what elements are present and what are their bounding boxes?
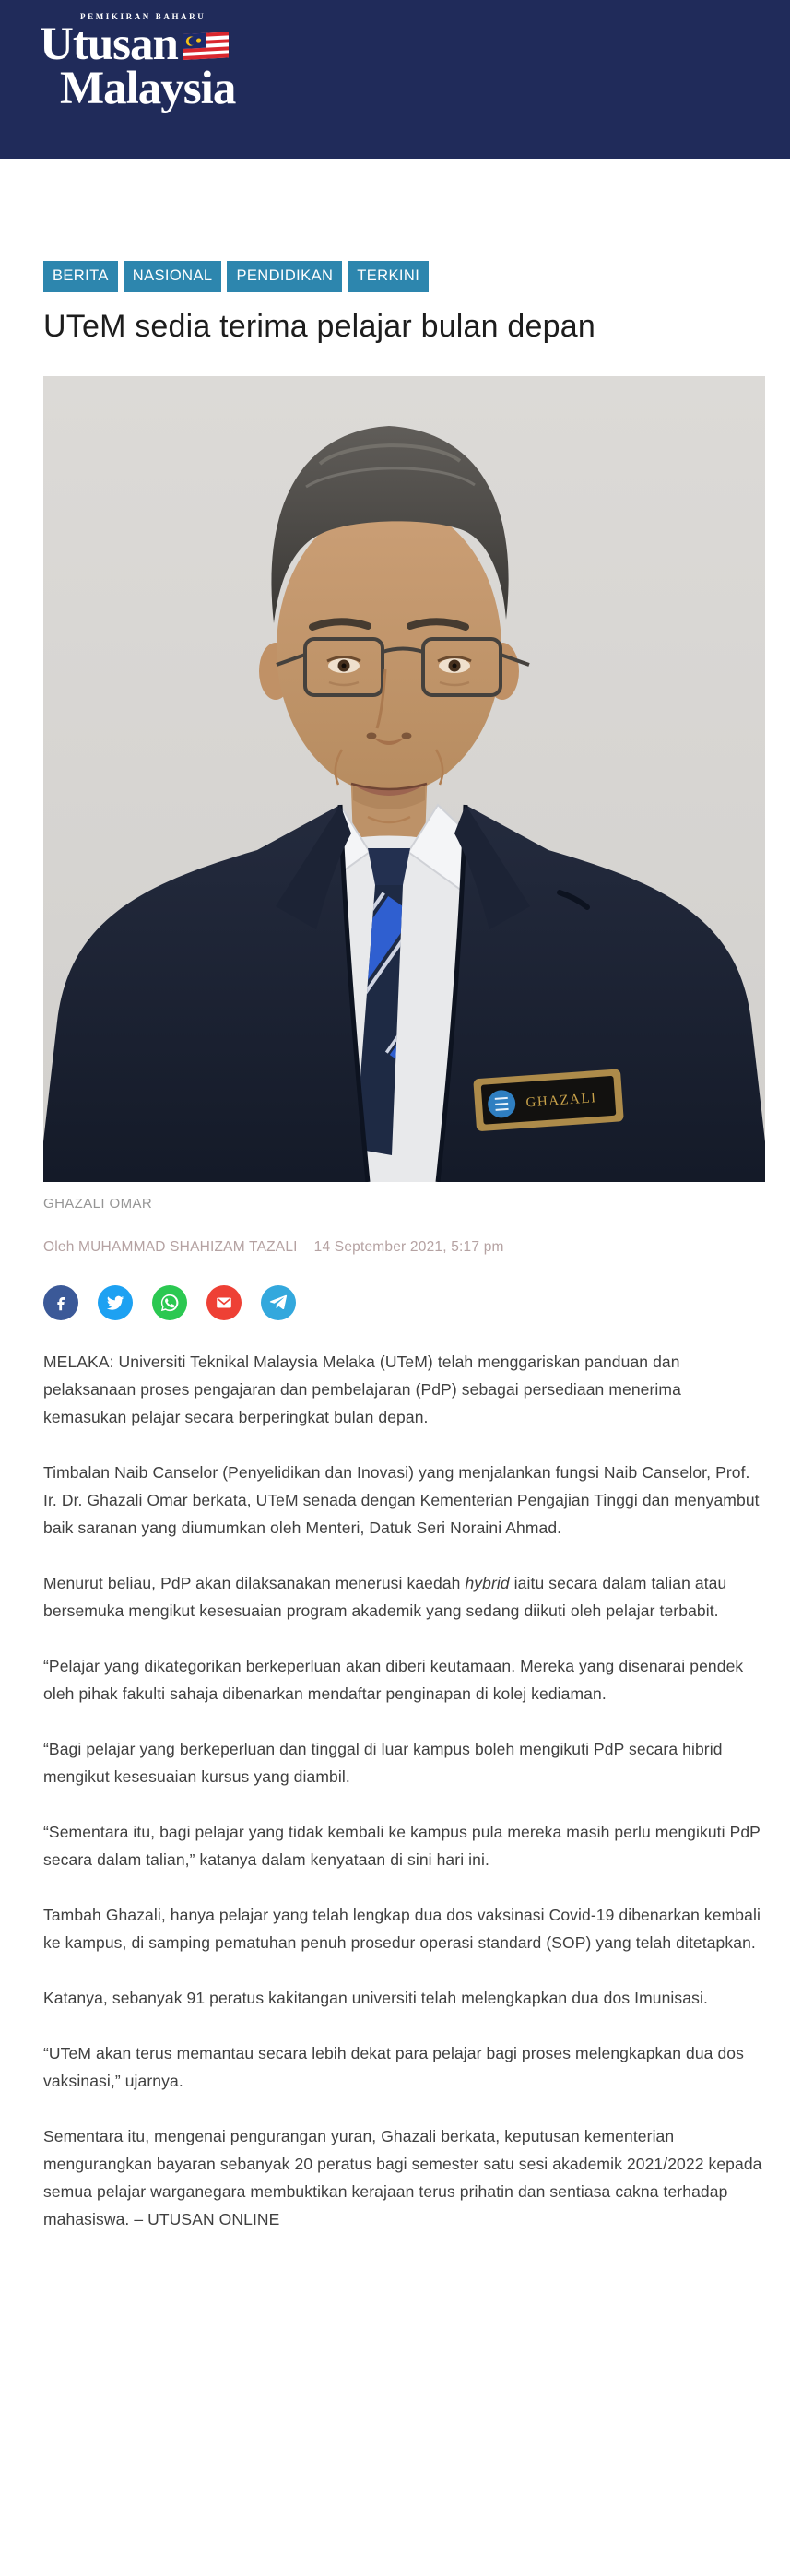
share-facebook-button[interactable]: [43, 1285, 78, 1320]
photo-caption: GHAZALI OMAR: [43, 1195, 153, 1211]
logo-word-utusan: Utusan: [40, 18, 178, 70]
email-icon: [214, 1293, 234, 1313]
share-whatsapp-button[interactable]: [152, 1285, 187, 1320]
site-header: [0, 0, 790, 159]
site-logo[interactable]: [40, 12, 235, 112]
article-paragraph: Tambah Ghazali, hanya pelajar yang telah lengkap dua dos vaksinasi Covid-19 dibenarkan kembali ke kampus, di samping pematuhan penuh prosedur operasi standard (SOP) yang telah ditetapkan.: [43, 1905, 761, 1952]
category-tag[interactable]: NASIONAL: [124, 261, 222, 292]
article-paragraph: Katanya, sebanyak 91 peratus kakitangan universiti telah melengkapkan dua dos Imunisasi.: [43, 1988, 708, 2007]
portrait-illustration: [43, 376, 765, 1182]
twitter-icon: [105, 1293, 125, 1313]
article-paragraph: MELAKA: Universiti Teknikal Malaysia Melaka (UTeM) telah menggariskan panduan dan pelaksanaan proses pengajaran dan pembelajaran (PdP) sebagai persediaan menerima kemasukan pelajar secara berperingkat bulan depan.: [43, 1352, 681, 1426]
byline-author: Oleh MUHAMMAD SHAHIZAM TAZALI: [43, 1238, 298, 1255]
share-buttons: [43, 1285, 765, 1320]
article-body: [43, 1348, 765, 2316]
share-twitter-button[interactable]: [98, 1285, 133, 1320]
article-headline: UTeM sedia terima pelajar bulan depan: [43, 309, 595, 344]
byline: [43, 1239, 765, 1256]
name-badge: [473, 1069, 624, 1131]
byline-date: 14 September 2021, 5:17 pm: [313, 1238, 504, 1255]
article-photo: [43, 376, 765, 1182]
telegram-icon: [268, 1293, 289, 1313]
article-paragraph: Sementara itu, mengenai pengurangan yuran, Ghazali berkata, keputusan kementerian mengurangkan bayaran sebanyak 20 peratus bagi semester satu sesi akademik 2021/2022 kepada semua pelajar warganegara membuktikan kerajaan terus prihatin dan sentiasa cakna terhadap mahasiswa. – UTUSAN ONLINE: [43, 2126, 762, 2228]
share-telegram-button[interactable]: [261, 1285, 296, 1320]
logo-tagline: PEMIKIRAN BAHARU: [80, 12, 206, 21]
article-paragraph: “UTeM akan terus memantau secara lebih dekat para pelajar bagi proses melengkapkan dua dos vaksinasi,” ujarnya.: [43, 2043, 744, 2090]
name-badge-text: GHAZALI: [525, 1091, 598, 1111]
facebook-icon: [51, 1293, 71, 1313]
category-tag[interactable]: PENDIDIKAN: [227, 261, 342, 292]
share-email-button[interactable]: [206, 1285, 242, 1320]
article-paragraph: Menurut beliau, PdP akan dilaksanakan menerusi kaedah hybrid iaitu secara dalam talian atau bersemuka mengikut kesesuaian program akademik yang sedang diikuti oleh pelajar terbabit.: [43, 1573, 727, 1620]
article-paragraph: “Sementara itu, bagi pelajar yang tidak kembali ke kampus pula mereka masih perlu mengikuti PdP secara dalam talian,” katanya dalam kenyataan di sini hari ini.: [43, 1822, 761, 1869]
category-tags: [43, 261, 765, 292]
malaysia-flag-icon: [183, 32, 229, 66]
article-paragraph: “Pelajar yang dikategorikan berkeperluan akan diberi keutamaan. Mereka yang disenarai pendek oleh pihak fakulti sahaja dibenarkan mendaftar penginapan di kolej kediaman.: [43, 1656, 744, 1703]
article-page: [43, 261, 765, 2316]
article-paragraph: “Bagi pelajar yang berkeperluan dan tinggal di luar kampus boleh mengikuti PdP secara hibrid mengikut kesesuaian kursus yang diambil.: [43, 1739, 723, 1786]
category-tag[interactable]: BERITA: [43, 261, 118, 292]
logo-word-malaysia: Malaysia: [60, 62, 236, 114]
article-paragraph: Timbalan Naib Canselor (Penyelidikan dan Inovasi) yang menjalankan fungsi Naib Canselor, Prof. Ir. Dr. Ghazali Omar berkata, UTeM senada dengan Kementerian Pengajian Tinggi dan menyambut baik saranan yang diumumkan oleh Menteri, Datuk Seri Noraini Ahmad.: [43, 1462, 760, 1537]
category-tag[interactable]: TERKINI: [348, 261, 429, 292]
whatsapp-icon: [159, 1293, 180, 1313]
